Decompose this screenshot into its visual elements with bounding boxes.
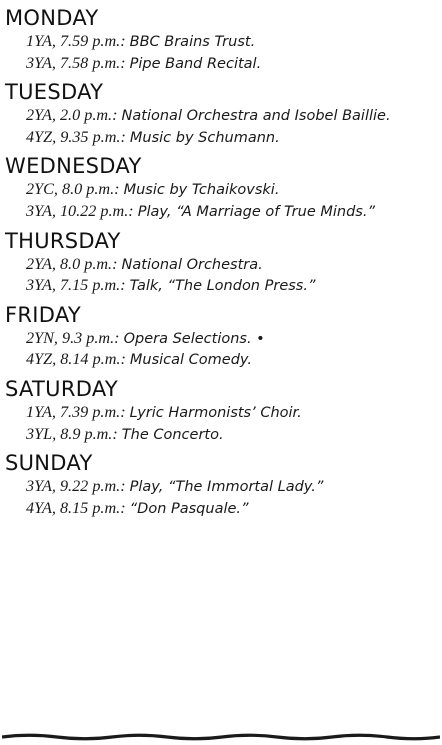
program-title: BBC Brains Trust. [129, 34, 256, 50]
program-entry [26, 31, 436, 53]
day-heading: SUNDAY [5, 451, 93, 476]
program-title: “Don Pasquale.” [129, 500, 249, 517]
program-entry [26, 275, 436, 297]
station-time: 3YA, 9.22 p.m.: [26, 477, 126, 496]
program-entry [26, 424, 436, 446]
station-time: 3YA, 7.15 p.m.: [26, 276, 126, 295]
day-block-wednesday [0, 148, 442, 222]
station-time: 3YL, 8.9 p.m.: [26, 424, 118, 443]
program-title: Pipe Band Recital. [129, 55, 262, 72]
program-title: Music by Schumann. [129, 129, 280, 146]
day-block-thursday [0, 223, 442, 297]
day-heading: THURSDAY [5, 228, 121, 253]
day-block-monday [0, 0, 442, 74]
program-entry [26, 53, 436, 75]
day-heading: MONDAY [5, 6, 99, 30]
program-entry [26, 498, 436, 520]
day-heading: WEDNESDAY [5, 154, 142, 179]
station-time: 2YA, 8.0 p.m.: [26, 254, 118, 273]
program-entry [26, 127, 436, 149]
program-entry [26, 254, 436, 276]
day-heading: TUESDAY [5, 80, 104, 105]
station-time: 3YA, 7.58 p.m.: [26, 53, 126, 72]
bottom-wavy-rule [2, 733, 440, 741]
program-title: Lyric Harmonists’ Choir. [129, 404, 302, 421]
program-entry [26, 328, 436, 350]
program-title: National Orchestra and Isobel Baillie. [121, 108, 391, 125]
day-heading: SATURDAY [5, 376, 119, 401]
program-title: Play, “The Immortal Lady.” [129, 479, 324, 496]
program-title: Play, “A Marriage of True Minds.” [137, 203, 375, 220]
day-block-saturday [0, 371, 442, 445]
station-time: 1YA, 7.39 p.m.: [26, 402, 126, 421]
program-entry [26, 105, 436, 127]
program-title: Musical Comedy. [129, 352, 252, 369]
program-title: The Concerto. [121, 426, 224, 443]
day-block-friday [0, 297, 442, 371]
day-heading: FRIDAY [5, 302, 82, 327]
program-title: National Orchestra. [121, 256, 263, 273]
program-entry [26, 402, 436, 424]
station-time: 2YC, 8.0 p.m.: [26, 180, 120, 199]
station-time: 1YA, 7.59 p.m.: [26, 32, 126, 50]
station-time: 2YA, 2.0 p.m.: [26, 106, 118, 125]
program-entry [26, 476, 436, 498]
program-entry [26, 179, 436, 201]
station-time: 2YN, 9.3 p.m.: [26, 328, 120, 347]
program-title: Music by Tchaikovski. [123, 182, 280, 199]
station-time: 4YZ, 9.35 p.m.: [26, 127, 126, 146]
program-entry [26, 349, 436, 371]
day-block-tuesday [0, 74, 442, 148]
program-entry [26, 201, 436, 223]
station-time: 4YA, 8.15 p.m.: [26, 498, 126, 517]
day-block-sunday [0, 445, 442, 519]
station-time: 4YZ, 8.14 p.m.: [26, 350, 126, 369]
program-title: Opera Selections. • [123, 330, 265, 347]
program-title: Talk, “The London Press.” [129, 278, 316, 295]
station-time: 3YA, 10.22 p.m.: [26, 201, 134, 220]
